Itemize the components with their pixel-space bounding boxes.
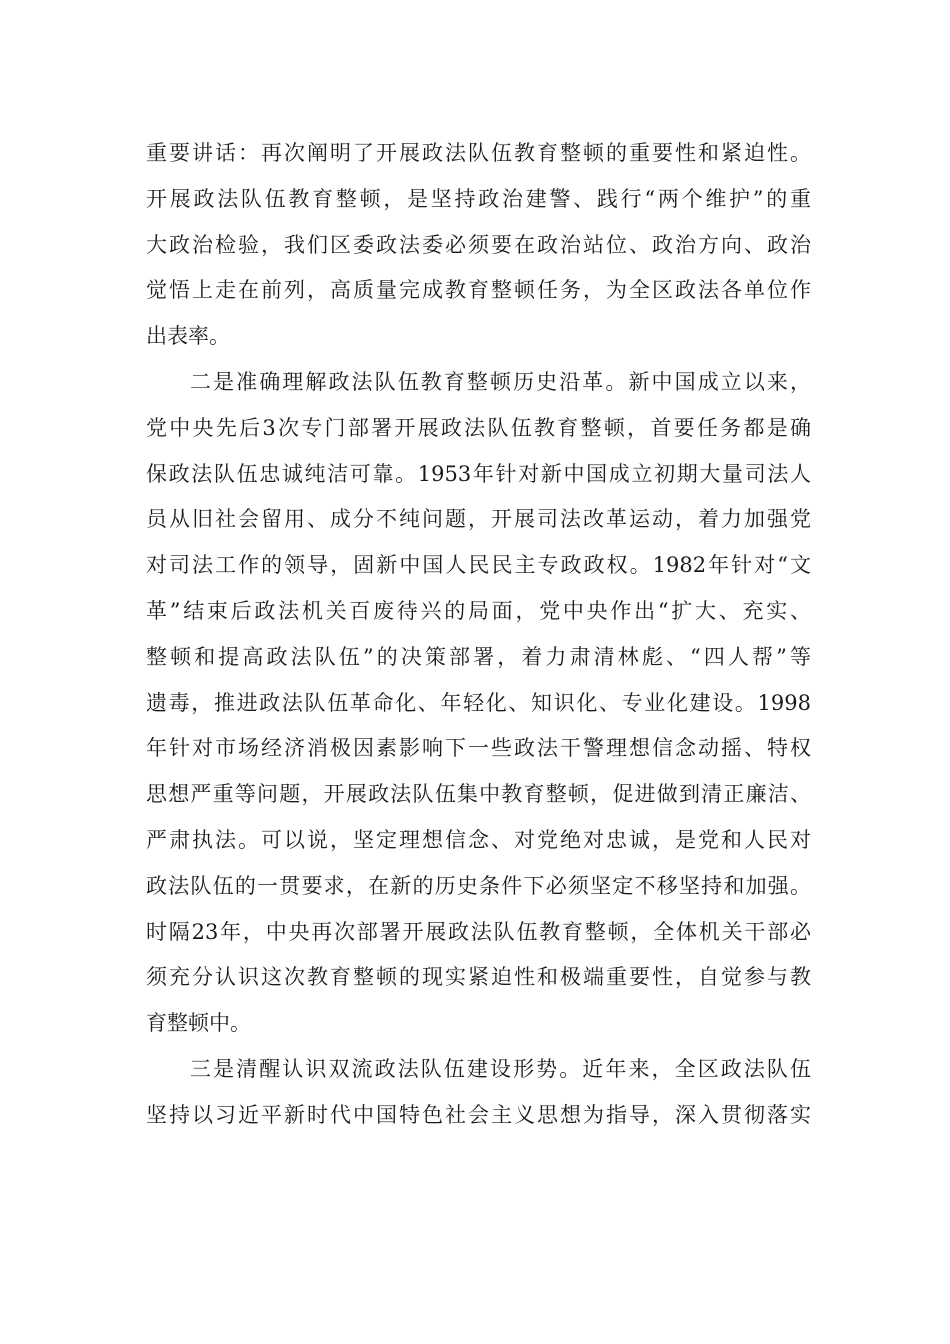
text-line: 整顿和提高政法队伍”的决策部署，着力肃清林彪、“四人帮”等 xyxy=(146,644,811,669)
text-line: 革”结束后政法机关百废待兴的局面，党中央作出“扩大、充实、 xyxy=(146,598,811,623)
text-line: 严肃执法。可以说，坚定理想信念、对党绝对忠诚，是党和人民对 xyxy=(146,827,811,852)
text-line: 年针对市场经济消极因素影响下一些政法干警理想信念动摇、特权 xyxy=(146,736,811,761)
text-line: 育整顿中。 xyxy=(146,1011,251,1036)
paragraph-start-line: 二是准确理解政法队伍教育整顿历史沿革。新中国成立以来， xyxy=(190,369,811,394)
text-line: 须充分认识这次教育整顿的现实紧迫性和极端重要性，自觉参与教 xyxy=(146,965,811,990)
text-line: 对司法工作的领导，固新中国人民民主专政政权。1982年针对“文 xyxy=(146,553,811,578)
text-line: 思想严重等问题，开展政法队伍集中教育整顿，促进做到清正廉洁、 xyxy=(146,782,811,807)
text-line: 遗毒，推进政法队伍革命化、年轻化、知识化、专业化建设。1998 xyxy=(146,690,811,715)
text-line: 保政法队伍忠诚纯洁可靠。1953年针对新中国成立初期大量司法人 xyxy=(146,461,811,486)
paragraph-start-line: 三是清醒认识双流政法队伍建设形势。近年来，全区政法队伍 xyxy=(190,1056,811,1081)
text-line: 政法队伍的一贯要求，在新的历史条件下必须坚定不移坚持和加强。 xyxy=(146,873,811,898)
text-line: 出表率。 xyxy=(146,324,230,349)
text-line: 大政治检验，我们区委政法委必须要在政治站位、政治方向、政治 xyxy=(146,232,811,257)
text-line: 坚持以习近平新时代中国特色社会主义思想为指导，深入贯彻落实 xyxy=(146,1102,811,1127)
text-line: 党中央先后3次专门部署开展政法队伍教育整顿，首要任务都是确 xyxy=(146,415,811,440)
text-line: 重要讲话：再次阐明了开展政法队伍教育整顿的重要性和紧迫性。 xyxy=(146,141,811,165)
text-line: 时隔23年，中央再次部署开展政法队伍教育整顿，全体机关干部必 xyxy=(146,919,811,944)
text-line: 员从旧社会留用、成分不纯问题，开展司法改革运动，着力加强党 xyxy=(146,507,811,532)
text-line: 觉悟上走在前列，高质量完成教育整顿任务，为全区政法各单位作 xyxy=(146,278,811,303)
text-line: 开展政法队伍教育整顿，是坚持政治建警、践行“两个维护”的重 xyxy=(146,186,811,211)
body-text xyxy=(146,131,811,1139)
